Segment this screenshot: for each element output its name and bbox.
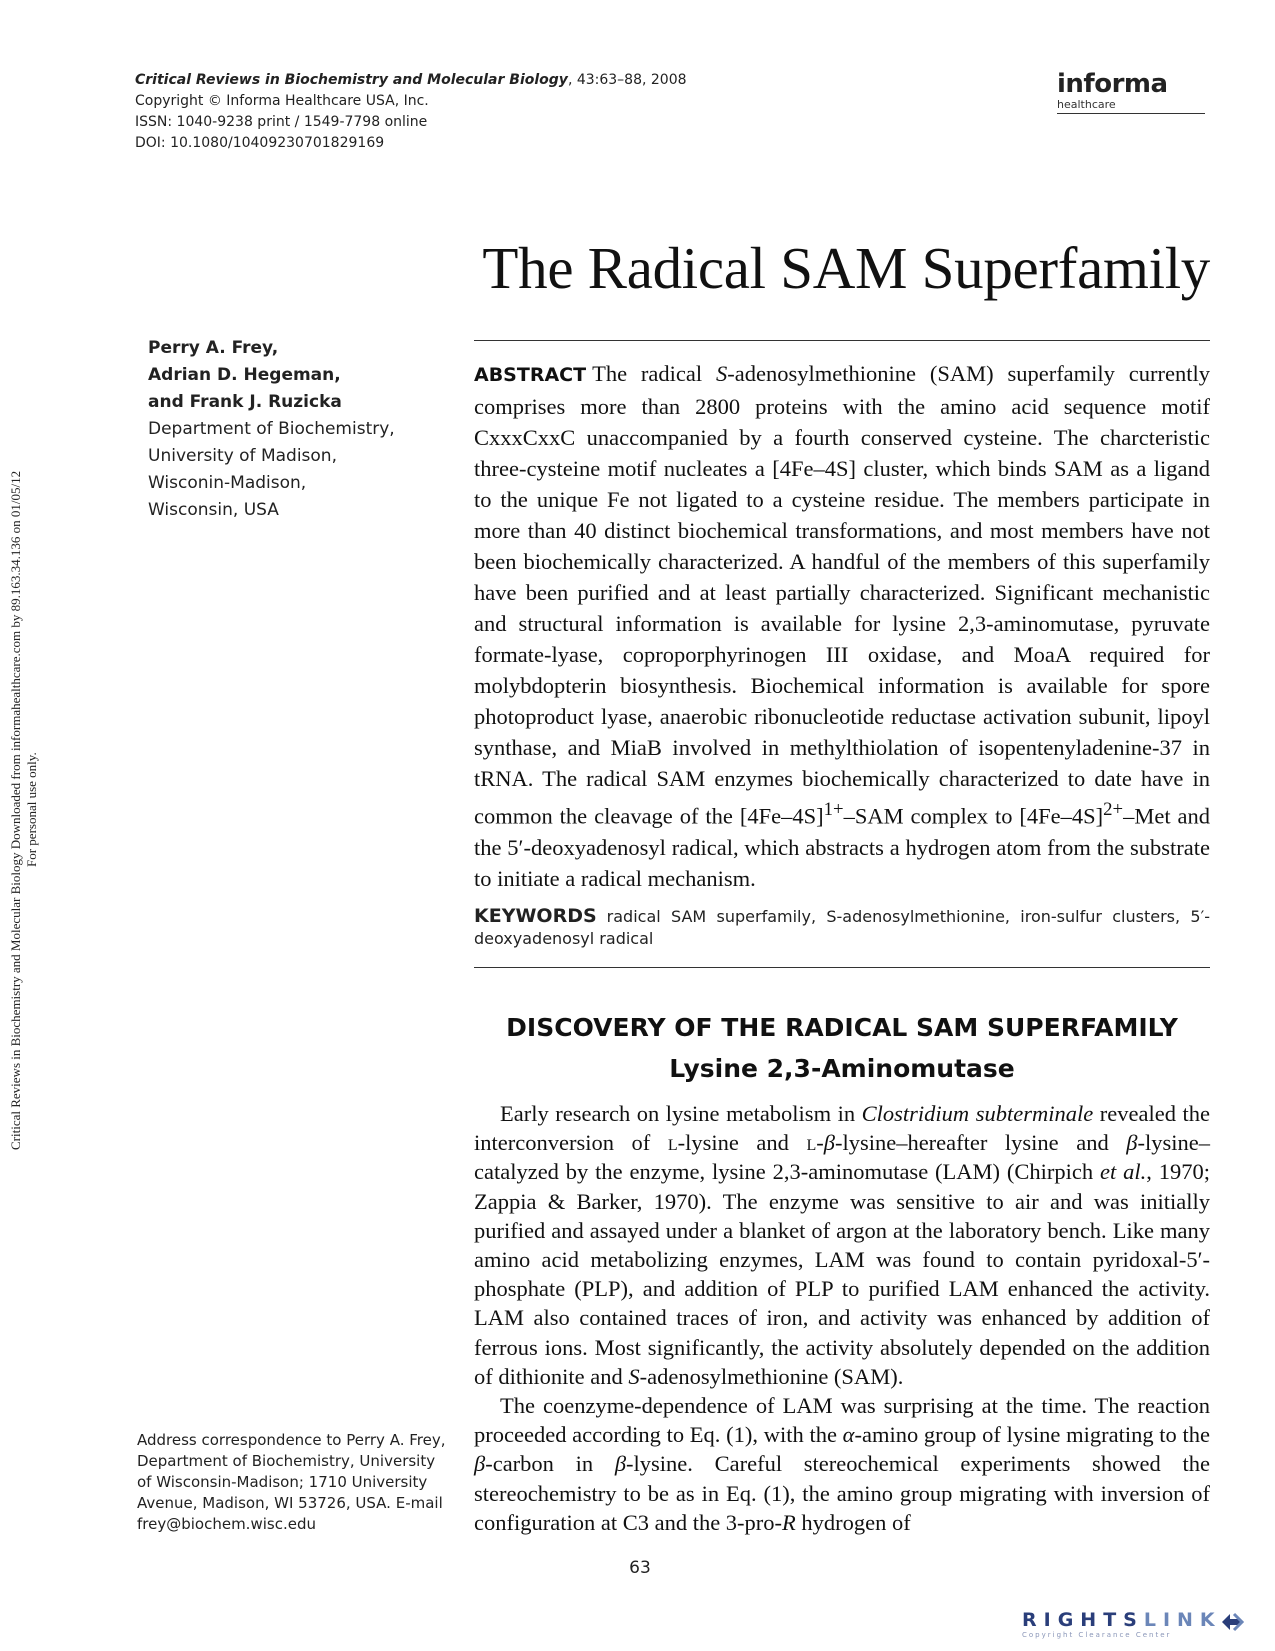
greek-symbol: β [823, 1130, 835, 1156]
informa-logo [1057, 70, 1205, 114]
affiliation-line: University of Madison, [148, 446, 337, 466]
author-name: Adrian D. Hegeman, [148, 365, 341, 385]
rightslink-subtitle: Copyright Clearance Center [1022, 1631, 1172, 1639]
abstract [474, 358, 1210, 894]
text-run: revealed the interconversion of [474, 1101, 1210, 1156]
rightslink-link: LINK [1143, 1609, 1222, 1631]
doi-line: DOI: 10.1080/10409230701829169 [135, 135, 385, 151]
text-run: -lysine and [677, 1130, 807, 1156]
author-block [148, 335, 438, 524]
abstract-text: –SAM complex to [4Fe–4S] [843, 803, 1104, 829]
watermark-line-1: Critical Reviews in Biochemistry and Molecular Biology Downloaded from informahealthcare.com by 89.163.34.136 on 01/05/12 [8, 470, 23, 1150]
text-run: The coenzyme-dependence of LAM was surprising at the time. The reaction proceeded according to Eq. (1), with the [474, 1393, 1210, 1448]
text-run: -lysine–catalyzed by the enzyme, lysine 2,3-aminomutase (LAM) (Chirpich [474, 1130, 1210, 1185]
greek-symbol: β [614, 1451, 627, 1477]
rightslink-rights: RIGHTS [1022, 1609, 1144, 1631]
journal-header [135, 70, 775, 154]
keywords-text: radical SAM superfamily, S-adenosylmethionine, iron-sulfur clusters, 5′-deoxyadenosyl radical [474, 907, 1210, 948]
subsection-heading: Lysine 2,3-Aminomutase [669, 1054, 1015, 1083]
copyright-line: Copyright © Informa Healthcare USA, Inc. [135, 93, 429, 109]
issn-line: ISSN: 1040-9238 print / 1549-7798 online [135, 114, 428, 130]
section-heading: DISCOVERY OF THE RADICAL SAM SUPERFAMILY [506, 1013, 1178, 1042]
body-text [474, 1099, 1210, 1537]
text-run: -amino group of lysine migrating to the [854, 1422, 1210, 1448]
abstract-label: ABSTRACT [474, 364, 587, 386]
affiliation-line: Wisconin-Madison, [148, 473, 307, 493]
text-run: -adenosylmethionine (SAM). [639, 1363, 904, 1389]
logo-sub: healthcare [1057, 98, 1116, 111]
correspondence-note: Address correspondence to Perry A. Frey, Department of Biochemistry, University of Wisconsin-Madison; 1710 University Avenue, Madison, WI 53726, USA. E-mail frey@biochem.wisc.edu [137, 1431, 446, 1533]
text-run: - [816, 1130, 824, 1156]
greek-symbol: β [474, 1451, 486, 1477]
greek-symbol: α [842, 1422, 855, 1448]
rightslink-badge[interactable] [1022, 1610, 1258, 1644]
text-run: S [628, 1363, 640, 1389]
abstract-text: -adenosylmethionine (SAM) superfamily currently comprises more than 2800 proteins with the amino acid sequence motif CxxxCxxC unaccompanied by a fourth conserved cysteine. The charcteristic three-cysteine motif nucleates a [4Fe–4S] cluster, which binds SAM as a ligand to the unique Fe not ligated to a cysteine residue. The members participate in more than 40 distinct biochemical transformations, and most members have not been biochemically characterized. A handful of the members of this superfamily have been purified and at least partially characterized. Significant mechanistic and structural information is available for lysine 2,3-aminomutase, pyruvate formate-lyase, coproporphyrinogen III oxidase, and MoaA required for molybdopterin biosynthesis. Biochemical information is available for spore photoproduct lyase, anaerobic ribonucleotide reductase activation subunit, lipoyl synthase, and MiaB involved in methylthiolation of isopentenyladenine-37 in tRNA. The radical SAM enzymes biochemically characterized to date have in common the cleavage of the [4Fe–4S] [474, 361, 1211, 829]
author-name: and Frank J. Ruzicka [148, 392, 342, 412]
watermark-line-2: For personal use only. [24, 752, 39, 868]
text-run: -carbon in [485, 1451, 615, 1477]
page-number: 63 [629, 1558, 651, 1578]
download-watermark [8, 380, 39, 1240]
paragraph [474, 1099, 1210, 1391]
text-run: hydrogen of [795, 1509, 911, 1535]
title-rule [474, 340, 1210, 341]
affiliation-line: Wisconsin, USA [148, 500, 279, 520]
citation-etal: et al. [1100, 1159, 1147, 1185]
text-run: , 1970; Zappia & Barker, 1970). The enzyme was sensitive to air and was initially purified and assayed under a blanket of argon at the laboratory bench. Like many amino acid metabolizing enzymes, LAM was found to contain pyridoxal-5′-phosphate (PLP), and addition of PLP to purified LAM enhanced the activity. LAM also contained traces of iron, and activity was enhanced by addition of ferrous ions. Most significantly, the activity absolutely depended on the addition of dithionite and [474, 1159, 1210, 1389]
text-run: l [667, 1130, 678, 1156]
abstract-superscript: 1+ [823, 799, 844, 820]
logo-brand: informa [1057, 69, 1168, 99]
paragraph [474, 1391, 1210, 1537]
text-run: l [806, 1130, 817, 1156]
keywords-label: KEYWORDS [474, 905, 597, 927]
abstract-text: S [716, 361, 728, 386]
abstract-text: –Met and the 5′-deoxyadenosyl radical, which abstracts a hydrogen atom from the substrate to initiate a radical mechanism. [474, 803, 1211, 891]
greek-symbol: β [1126, 1130, 1138, 1156]
text-run: -lysine. Careful stereochemical experiments showed the stereochemistry to be as in Eq. (1), the amino group migrating with inversion of configuration at C3 and the 3-pro- [474, 1451, 1210, 1535]
keywords-rule [474, 967, 1210, 968]
journal-citation [135, 70, 775, 91]
keywords [474, 905, 1210, 950]
text-run: -lysine–hereafter lysine and [834, 1130, 1127, 1156]
species-name: Clostridium subterminale [861, 1101, 1094, 1126]
abstract-superscript: 2+ [1103, 799, 1124, 820]
text-run: R [782, 1509, 796, 1535]
journal-name: Critical Reviews in Biochemistry and Molecular Biology [135, 72, 568, 88]
author-name: Perry A. Frey, [148, 338, 279, 358]
journal-issue: , 43:63–88, 2008 [567, 72, 687, 88]
text-run: Early research on lysine metabolism in [500, 1101, 862, 1126]
article-title: The Radical SAM Superfamily [482, 235, 1210, 301]
abstract-text: The radical [592, 361, 717, 386]
rightslink-arrow-icon [1218, 1610, 1244, 1634]
affiliation-line: Department of Biochemistry, [148, 419, 395, 439]
